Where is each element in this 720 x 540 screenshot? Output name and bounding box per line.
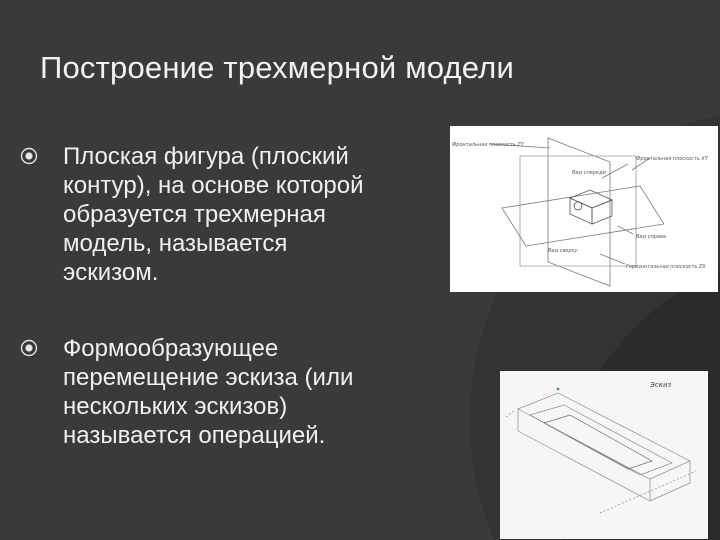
target-circle-icon <box>20 339 38 357</box>
planes-diagram-image <box>450 126 718 292</box>
label-sketch: Эскиз <box>650 381 672 389</box>
bullet-item <box>20 334 440 450</box>
target-circle-icon <box>20 147 38 165</box>
operation-sketch-drawing <box>500 371 708 539</box>
bullet-item <box>20 142 440 287</box>
label-plane-zx: Горизонтальная плоскость ZX <box>626 264 706 270</box>
planes-diagram-drawing <box>450 126 718 292</box>
bullet-text: Плоская фигура (плоский контур), на основе которой образуется трехмерная модель, называется эскизом. <box>63 143 364 286</box>
label-view-right: Вид справа <box>636 234 666 240</box>
label-view-front: Вид спереди <box>572 170 606 176</box>
label-plane-xy: Фронтальная плоскость XY <box>636 156 708 162</box>
label-plane-zy: Фронтальная плоскость ZY <box>452 142 524 148</box>
label-view-top: Вид сверху <box>548 248 578 254</box>
slide-title: Построение трехмерной модели <box>40 50 514 85</box>
origin-point-icon <box>557 388 560 391</box>
operation-sketch-image <box>500 371 708 539</box>
bullet-text: Формообразующее перемещение эскиза (или нескольких эскизов) называется операцией. <box>63 335 354 449</box>
